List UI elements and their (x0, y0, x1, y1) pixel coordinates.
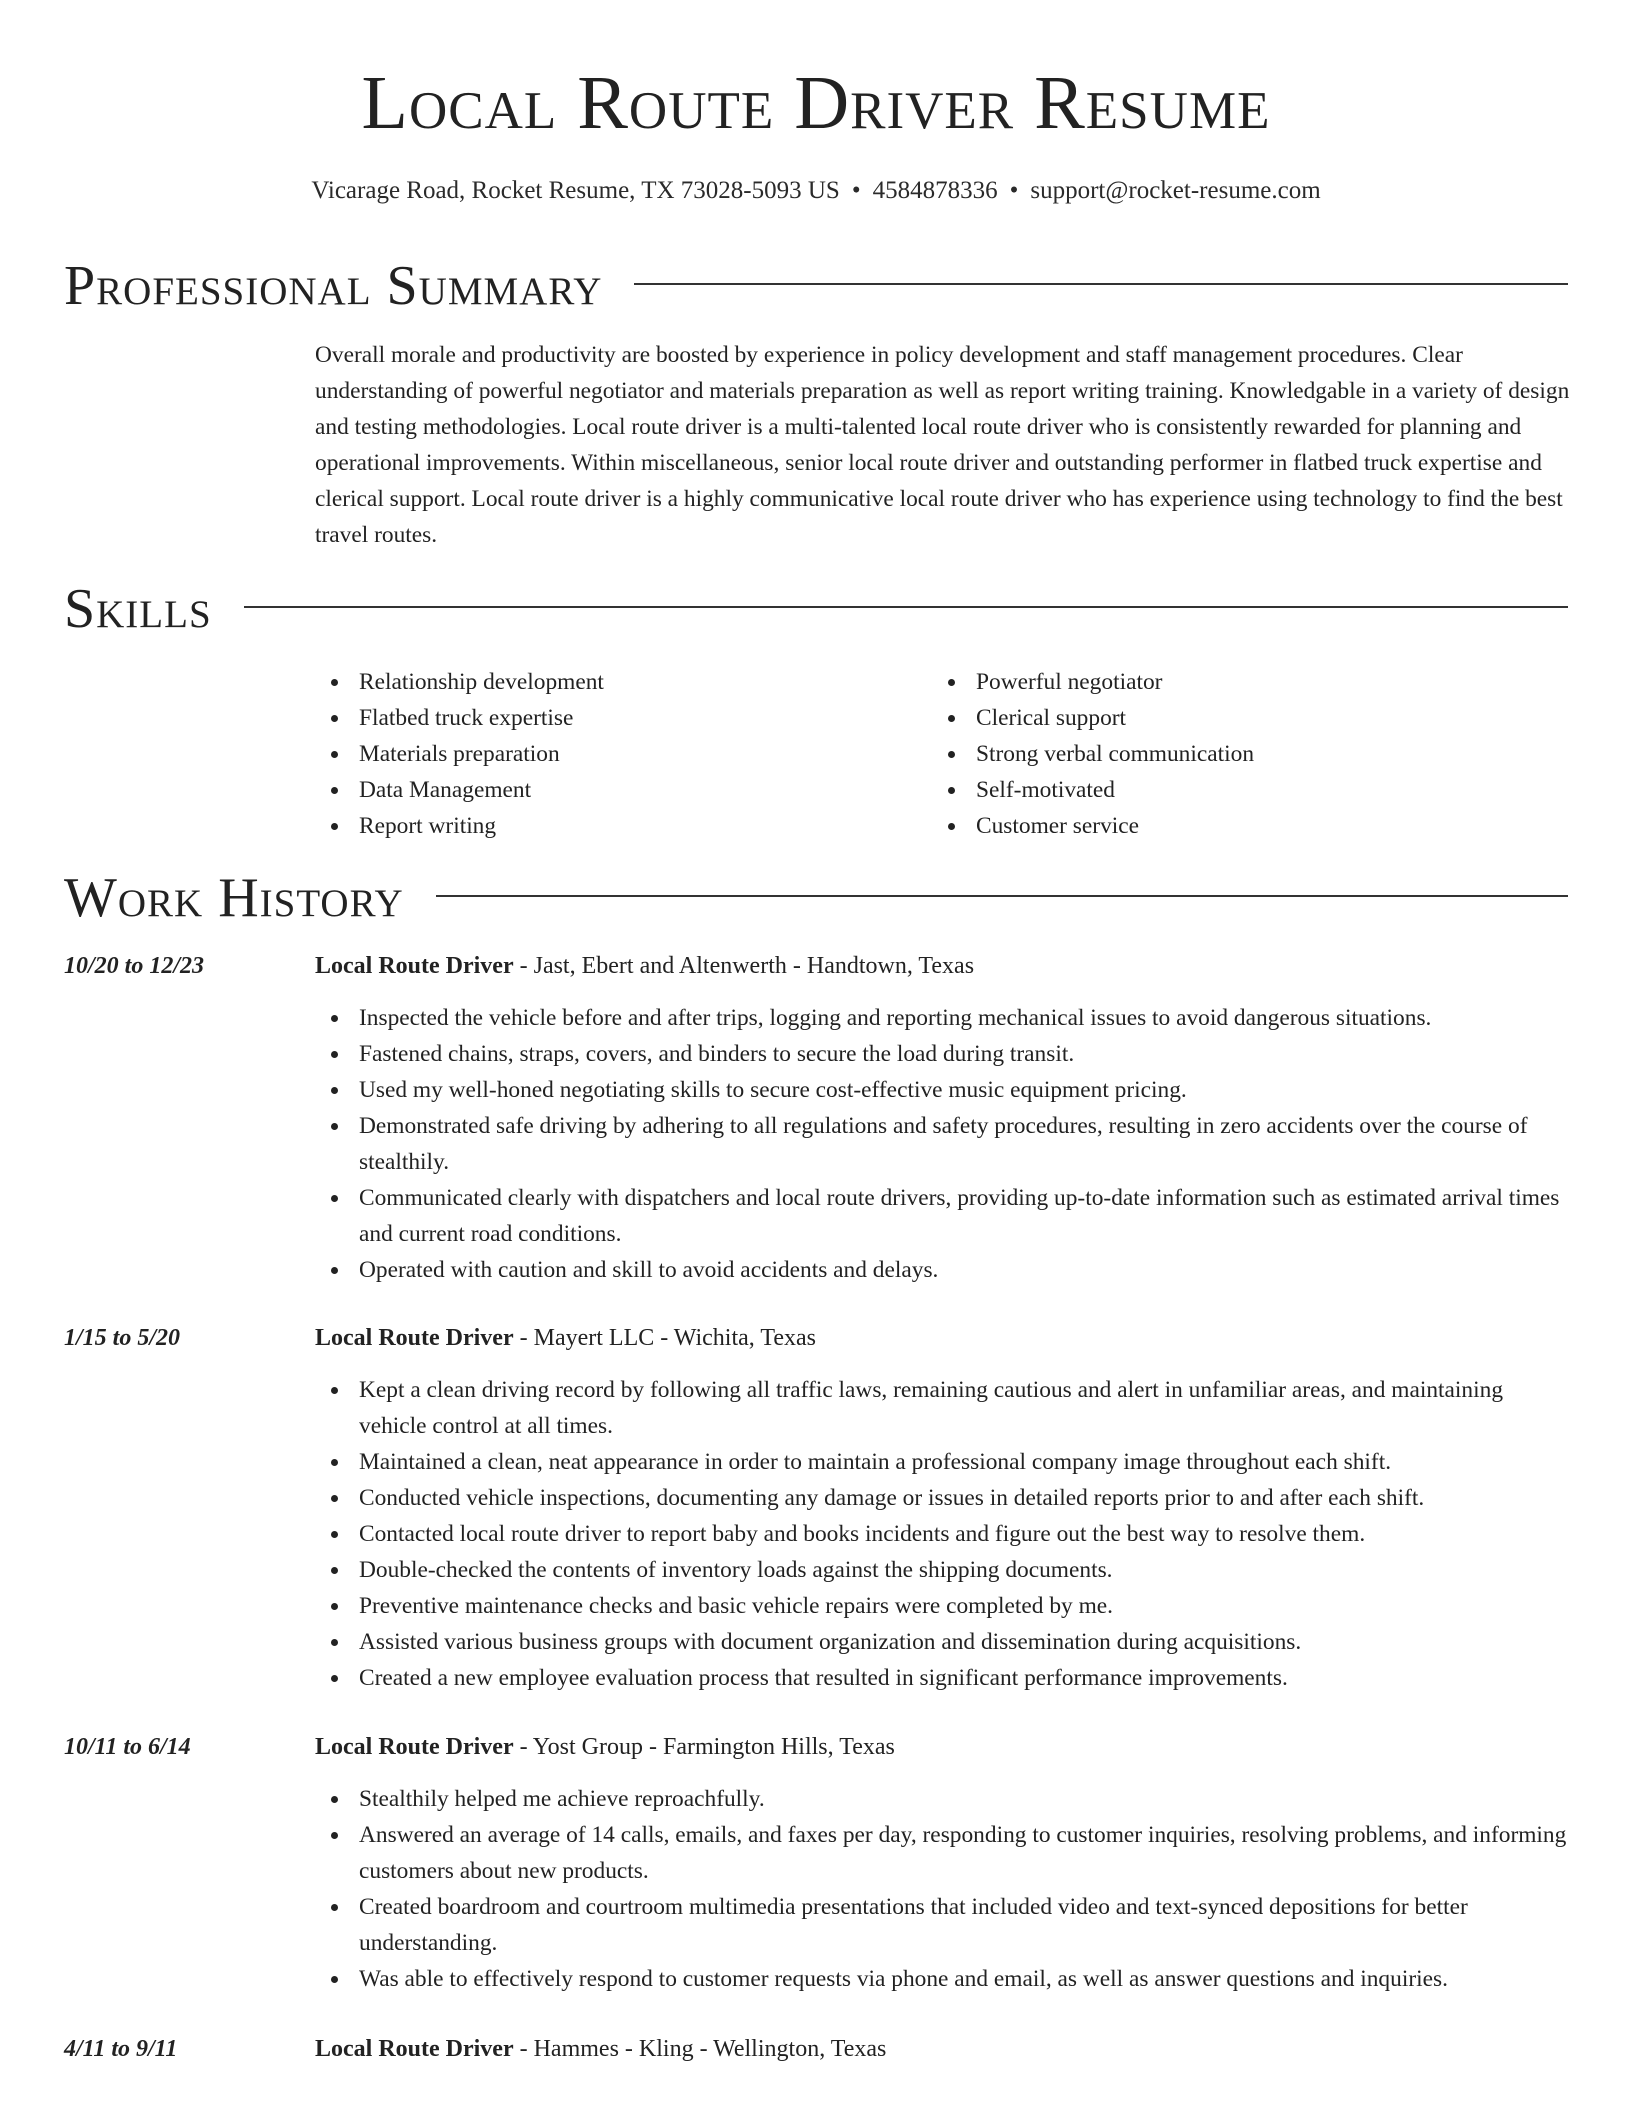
job-bullet: Preventive maintenance checks and basic vehicle repairs were completed by me. (315, 1588, 1572, 1624)
job-bullet: Maintained a clean, neat appearance in order to maintain a professional company image throughout each shift. (315, 1444, 1572, 1480)
job-bullets (315, 1000, 1572, 1288)
skill-item: Materials preparation (315, 736, 932, 772)
skill-item: Powerful negotiator (932, 664, 1549, 700)
job-title-line (315, 1729, 895, 1765)
job-employer: - Yost Group - Farmington Hills, Texas (513, 1734, 895, 1760)
summary-heading: Professional Summary (64, 255, 603, 317)
job-dates: 10/20 to 12/23 (64, 953, 205, 979)
section-divider (436, 895, 1568, 897)
section-divider (244, 606, 1568, 608)
work-section-header (64, 866, 1568, 930)
skill-item: Report writing (315, 808, 932, 844)
job-bullet: Operated with caution and skill to avoid accidents and delays. (315, 1252, 1572, 1288)
job-dates: 4/11 to 9/11 (64, 2036, 178, 2062)
skills-heading: Skills (64, 578, 212, 640)
skills-list (315, 664, 1572, 844)
job-title: Local Route Driver (315, 1734, 514, 1760)
contact-phone: 4584878336 (872, 177, 998, 204)
skills-column-left (315, 664, 932, 844)
summary-text: Overall morale and productivity are boosted by experience in policy development and staff management procedures. Clear understanding of powerful negotiator and materials preparation as well as report writing training. Knowledgable in a variety of design and testing methodologies. Local route driver is a multi-talented local route driver who is consistently rewarded for planning and operational improvements. Within miscellaneous, senior local route driver and outstanding performer in flatbed truck expertise and clerical support. Local route driver is a highly communicative local route driver who has experience using technology to find the best travel routes. (315, 342, 1570, 548)
job-employer: - Mayert LLC - Wichita, Texas (513, 1325, 816, 1351)
job-bullet: Communicated clearly with dispatchers and local route drivers, providing up-to-date information such as estimated arrival times and current road conditions. (315, 1180, 1572, 1252)
resume-title: Local Route Driver Resume (361, 61, 1271, 145)
skill-item: Customer service (932, 808, 1549, 844)
job-title: Local Route Driver (315, 953, 514, 979)
job-bullet: Answered an average of 14 calls, emails, and faxes per day, responding to customer inquiries, resolving problems, and informing customers about new products. (315, 1817, 1572, 1889)
job-employer: - Jast, Ebert and Altenwerth - Handtown, Texas (513, 953, 975, 979)
job-bullet: Stealthily helped me achieve reproachfully. (315, 1781, 1572, 1817)
job-dates: 10/11 to 6/14 (64, 1734, 191, 1760)
job-title-line (315, 1320, 816, 1356)
skills-section-header (64, 577, 1568, 641)
job-bullet: Fastened chains, straps, covers, and binders to secure the load during transit. (315, 1036, 1572, 1072)
job-title: Local Route Driver (315, 2036, 514, 2062)
skill-item: Data Management (315, 772, 932, 808)
job-bullet: Created a new employee evaluation process that resulted in significant performance improvements. (315, 1660, 1572, 1696)
skill-item: Self-motivated (932, 772, 1549, 808)
contact-address: Vicarage Road, Rocket Resume, TX 73028-5093 US (311, 177, 840, 204)
job-bullets (315, 1372, 1572, 1696)
job-bullet: Double-checked the contents of inventory loads against the shipping documents. (315, 1552, 1572, 1588)
contact-separator: • (851, 177, 861, 204)
job-bullet: Created boardroom and courtroom multimedia presentations that included video and text-synced depositions for better understanding. (315, 1889, 1572, 1961)
job-bullet: Contacted local route driver to report baby and books incidents and figure out the best way to resolve them. (315, 1516, 1572, 1552)
job-title-line (315, 2031, 886, 2067)
skills-column-right (932, 664, 1549, 844)
job-bullet: Assisted various business groups with document organization and dissemination during acquisitions. (315, 1624, 1572, 1660)
job-title-line (315, 948, 974, 984)
job-bullet: Kept a clean driving record by following all traffic laws, remaining cautious and alert in unfamiliar areas, and maintaining vehicle control at all times. (315, 1372, 1572, 1444)
skill-item: Clerical support (932, 700, 1549, 736)
job-dates: 1/15 to 5/20 (64, 1325, 181, 1351)
job-bullet: Was able to effectively respond to customer requests via phone and email, as well as answer questions and inquiries. (315, 1961, 1572, 1997)
skill-item: Flatbed truck expertise (315, 700, 932, 736)
contact-separator: • (1009, 177, 1019, 204)
job-title: Local Route Driver (315, 1325, 514, 1351)
summary-section-header (64, 254, 1568, 318)
job-bullet: Demonstrated safe driving by adhering to all regulations and safety procedures, resulting in zero accidents over the course of stealthily. (315, 1108, 1572, 1180)
job-bullet: Conducted vehicle inspections, documenting any damage or issues in detailed reports prior to and after each shift. (315, 1480, 1572, 1516)
contact-email: support@rocket-resume.com (1030, 177, 1321, 204)
job-employer: - Hammes - Kling - Wellington, Texas (513, 2036, 887, 2062)
skill-item: Strong verbal communication (932, 736, 1549, 772)
contact-line (0, 174, 1632, 208)
job-bullets (315, 1781, 1572, 1997)
work-heading: Work History (64, 867, 404, 929)
skill-item: Relationship development (315, 664, 932, 700)
job-bullet: Used my well-honed negotiating skills to secure cost-effective music equipment pricing. (315, 1072, 1572, 1108)
job-bullet: Inspected the vehicle before and after trips, logging and reporting mechanical issues to avoid dangerous situations. (315, 1000, 1572, 1036)
section-divider (634, 283, 1568, 285)
